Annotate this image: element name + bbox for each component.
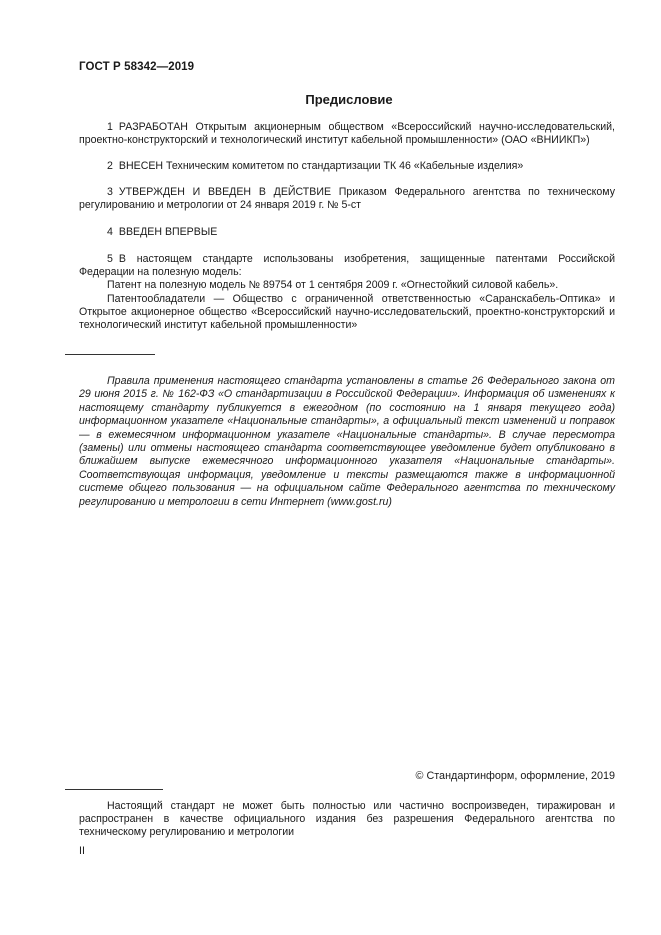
section-divider	[65, 354, 155, 355]
patent-holders: Патентообладатели — Общество с ограниченной ответственностью «Саранскабель-Оптика» и Открытое акционерное общество «Всероссийский научно-исследовательский, проектно-конструкторский и технологический институт кабельной промышленности»	[79, 292, 615, 332]
item-5-intro	[79, 253, 615, 279]
document-id: ГОСТ Р 58342—2019	[79, 61, 195, 73]
item-number: 4	[107, 226, 113, 238]
rules-of-application: Правила применения настоящего стандарта установлены в статье 26 Федерального закона от 29 июня 2015 г. № 162-ФЗ «О стандартизации в Российской Федерации». Информация об изменениях к настоящему стандарту публикуется в ежегодном (по состоянию на 1 января текущего года) информационном указателе «Национальные стандарты», а официальный текст изменений и поправок — в ежемесячном информационном указателе «Национальные стандарты». В случае пересмотра (замены) или отмены настоящего стандарта соответствующее уведомление будет опубликовано в ближайшем выпуске ежемесячного информационного указателя «Национальные стандарты». Соответствующая информация, уведомление и тексты размещаются также в информационной системе общего пользования — на официальном сайте Федерального агентства по техническому регулированию и метрологии в сети Интернет (www.gost.ru)	[79, 375, 615, 508]
item-text: В настоящем стандарте использованы изобретения, защищенные патентами Российской Федерации на полезную модель:	[79, 253, 615, 279]
preface-item-5	[79, 253, 615, 332]
page-number: II	[79, 845, 85, 857]
item-number: 5	[107, 253, 113, 265]
reproduction-notice: Настоящий стандарт не может быть полностью или частично воспроизведен, тиражирован и распространен в качестве официального издания без разрешения Федерального агентства по техническому регулированию и метрологии	[79, 800, 615, 839]
preface-item-4	[79, 226, 615, 239]
preface-item-3	[79, 186, 615, 212]
item-text: ВНЕСЕН Техническим комитетом по стандартизации ТК 46 «Кабельные изделия»	[118, 160, 524, 172]
preface-item-2	[79, 160, 615, 173]
preface-item-1	[79, 121, 615, 147]
item-text: ВВЕДЕН ВПЕРВЫЕ	[118, 226, 218, 238]
patent-line: Патент на полезную модель № 89754 от 1 сентября 2009 г. «Огнестойкий силовой кабель».	[107, 279, 559, 292]
item-number: 1	[107, 121, 113, 133]
item-number: 3	[107, 186, 113, 198]
footer-divider	[65, 789, 163, 790]
item-number: 2	[107, 160, 113, 172]
item-text: УТВЕРЖДЕН И ВВЕДЕН В ДЕЙСТВИЕ Приказом Федерального агентства по техническому регулированию и метрологии от 24 января 2019 г. № 5-ст	[79, 186, 615, 212]
page-title: Предисловие	[305, 92, 393, 107]
copyright: © Стандартинформ, оформление, 2019	[415, 770, 615, 782]
item-text: РАЗРАБОТАН Открытым акционерным обществом «Всероссийский научно-исследовательский, проектно-конструкторский и технологический институт кабельной промышленности» (ОАО «ВНИИКП»)	[79, 121, 615, 147]
